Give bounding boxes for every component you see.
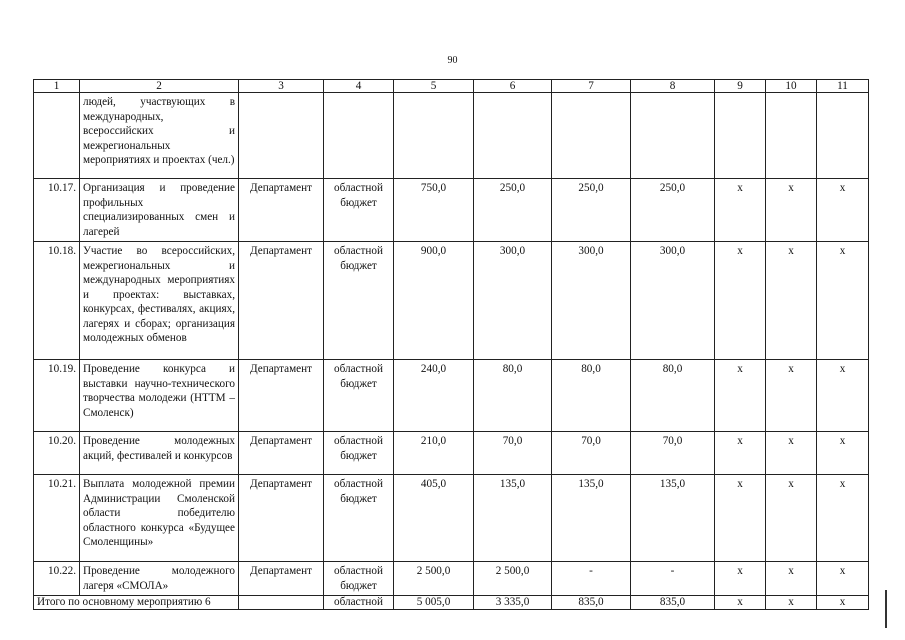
row-value-col11: х xyxy=(817,242,869,360)
column-number: 7 xyxy=(552,80,631,93)
row-value-col11: х xyxy=(817,475,869,562)
row-value-col9: х xyxy=(715,562,766,596)
row-value-col7: - xyxy=(552,562,631,596)
row-value-col8: 135,0 xyxy=(631,475,715,562)
row-funding-source: областной бюджет xyxy=(324,360,394,432)
row-value-col5: 2 500,0 xyxy=(394,562,474,596)
row-value-col11: х xyxy=(817,360,869,432)
row-value-col6: 300,0 xyxy=(474,242,552,360)
row-value-col9: х xyxy=(715,179,766,242)
row-value-col6: 135,0 xyxy=(474,475,552,562)
row-value-col10: х xyxy=(766,242,817,360)
row-value-col6: 70,0 xyxy=(474,432,552,475)
row-value-col7: 80,0 xyxy=(552,360,631,432)
row-description: Проведение молодежного лагеря «СМОЛА» xyxy=(80,562,239,596)
row-number: 10.21. xyxy=(34,475,80,562)
row-value-col8: 70,0 xyxy=(631,432,715,475)
row-value-col10: х xyxy=(766,562,817,596)
row-value-col10: х xyxy=(766,475,817,562)
table-row xyxy=(34,242,869,360)
row-value-col5: 750,0 xyxy=(394,179,474,242)
row-value-col10: х xyxy=(766,360,817,432)
row-value-col5: 240,0 xyxy=(394,360,474,432)
row-value-col11: х xyxy=(817,179,869,242)
row-value-col11: х xyxy=(817,432,869,475)
row-description: Выплата молодежной премии Администрации Смоленской области победителю областного конкурса «Будущее Смоленщины» xyxy=(80,475,239,562)
column-number: 5 xyxy=(394,80,474,93)
row-executor: Департамент xyxy=(239,432,324,475)
scan-edge-mark xyxy=(885,590,887,628)
row-value-col7: 70,0 xyxy=(552,432,631,475)
row-value-col5: 900,0 xyxy=(394,242,474,360)
total-funding-source: областной xyxy=(324,596,394,610)
row-value-col9: х xyxy=(715,242,766,360)
column-number: 9 xyxy=(715,80,766,93)
total-label: Итого по основному мероприятию 6 xyxy=(34,596,239,610)
row-value-col7: 135,0 xyxy=(552,475,631,562)
row-value-col6: 80,0 xyxy=(474,360,552,432)
table-row xyxy=(34,475,869,562)
column-number: 2 xyxy=(80,80,239,93)
row-value-col6: 2 500,0 xyxy=(474,562,552,596)
column-number-header xyxy=(34,80,869,93)
row-funding-source: областной бюджет xyxy=(324,475,394,562)
row-number: 10.18. xyxy=(34,242,80,360)
page-number: 90 xyxy=(447,55,458,66)
row-description: Проведение конкурса и выставки научно-технического творчества молодежи (НТТМ – Смоленск) xyxy=(80,360,239,432)
row-funding-source: областной бюджет xyxy=(324,242,394,360)
total-value-col11: х xyxy=(817,596,869,610)
row-value-col8: 250,0 xyxy=(631,179,715,242)
row-value-col7: 300,0 xyxy=(552,242,631,360)
row-value-col9: х xyxy=(715,360,766,432)
total-value-col10: х xyxy=(766,596,817,610)
table-row xyxy=(34,432,869,475)
row-value-col10: х xyxy=(766,179,817,242)
row-value-col7: 250,0 xyxy=(552,179,631,242)
row-value-col8: 300,0 xyxy=(631,242,715,360)
total-value-col5: 5 005,0 xyxy=(394,596,474,610)
total-value-col8: 835,0 xyxy=(631,596,715,610)
continuation-row xyxy=(34,93,869,179)
continuation-text: людей, участвующих в международных, всероссийских и межрегиональных мероприятиях и проектах (чел.) xyxy=(80,93,239,179)
column-number: 4 xyxy=(324,80,394,93)
row-number: 10.19. xyxy=(34,360,80,432)
row-value-col5: 405,0 xyxy=(394,475,474,562)
column-number: 6 xyxy=(474,80,552,93)
column-number: 10 xyxy=(766,80,817,93)
total-value-col7: 835,0 xyxy=(552,596,631,610)
total-value-col9: х xyxy=(715,596,766,610)
row-executor: Департамент xyxy=(239,242,324,360)
row-executor: Департамент xyxy=(239,562,324,596)
total-value-col6: 3 335,0 xyxy=(474,596,552,610)
row-value-col10: х xyxy=(766,432,817,475)
row-funding-source: областной бюджет xyxy=(324,179,394,242)
row-number: 10.20. xyxy=(34,432,80,475)
row-number: 10.22. xyxy=(34,562,80,596)
row-value-col8: 80,0 xyxy=(631,360,715,432)
row-value-col11: х xyxy=(817,562,869,596)
column-number: 11 xyxy=(817,80,869,93)
column-number: 1 xyxy=(34,80,80,93)
row-value-col8: - xyxy=(631,562,715,596)
table-row xyxy=(34,179,869,242)
total-row xyxy=(34,596,869,610)
row-description: Участие во всероссийских, межрегиональных и международных мероприятиях и проектах: выставках, конкурсах, фестивалях, акциях, лагерях и сборах; организация молодежных обменов xyxy=(80,242,239,360)
row-number: 10.17. xyxy=(34,179,80,242)
program-table xyxy=(33,79,869,610)
row-executor: Департамент xyxy=(239,475,324,562)
table-row xyxy=(34,562,869,596)
row-value-col6: 250,0 xyxy=(474,179,552,242)
row-funding-source: областной бюджет xyxy=(324,432,394,475)
row-funding-source: областной бюджет xyxy=(324,562,394,596)
table-row xyxy=(34,360,869,432)
column-number: 3 xyxy=(239,80,324,93)
row-executor: Департамент xyxy=(239,179,324,242)
column-number: 8 xyxy=(631,80,715,93)
row-description: Организация и проведение профильных специализированных смен и лагерей xyxy=(80,179,239,242)
row-value-col9: х xyxy=(715,475,766,562)
row-value-col9: х xyxy=(715,432,766,475)
row-value-col5: 210,0 xyxy=(394,432,474,475)
row-description: Проведение молодежных акций, фестивалей и конкурсов xyxy=(80,432,239,475)
row-executor: Департамент xyxy=(239,360,324,432)
